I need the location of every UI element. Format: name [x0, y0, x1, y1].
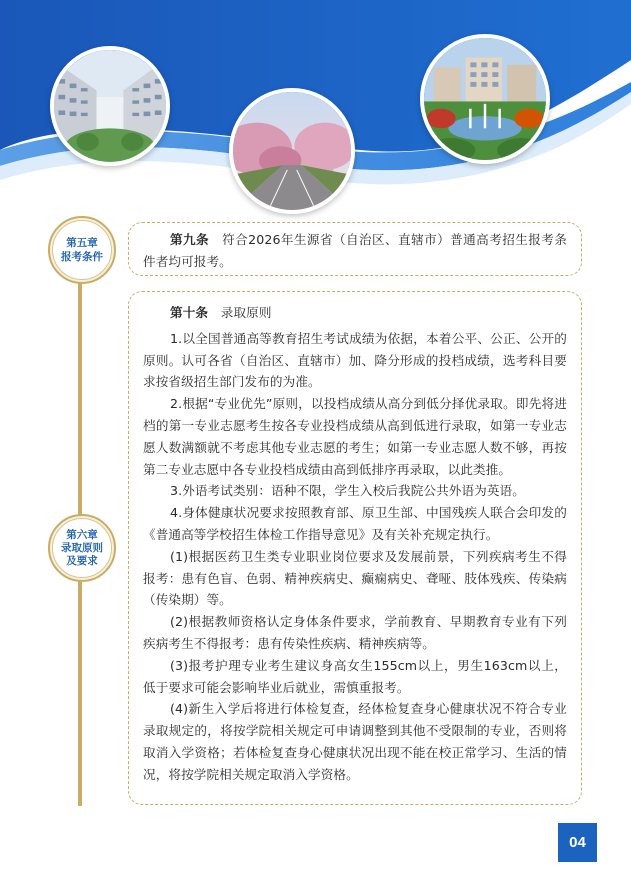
chapter-6-title-line1: 录取原则 — [61, 541, 103, 554]
chapter-badge-6 — [48, 514, 116, 582]
article-9-title: 第九条 — [170, 232, 210, 247]
campus-photo-buildings — [50, 46, 170, 166]
article-10-paragraph: (1)根据医药卫生类专业职业岗位要求及发展前景，下列疾病考生不得报考：患有色盲、色弱、精神疾病史、癫痫病史、聋哑、肢体残疾、传染病（传染期）等。 — [143, 548, 567, 608]
article-10-paragraph: 1.以全国普通高等教育招生考试成绩为依据，本着公平、公正、公开的原则。认可各省（自治区、直辖市）加、降分形成的投档成绩，选考科目要求按省级招生部门发布的为准。 — [143, 330, 567, 390]
article-10-subtitle: 录取原则 — [208, 305, 272, 320]
article-9-box — [128, 222, 582, 276]
article-10-heading — [143, 302, 567, 324]
article-10-paragraph: (4)新生入学后将进行体检复查，经体检复查身心健康状况不符合专业录取规定的，将按学院相关规定可申请调整到其他不受限制的专业，否则将取消入学资格；若体检复查身心健康状况出现不能在校正常学习、生活的情况，将按学院相关规定取消入学资格。 — [143, 701, 567, 782]
page-number: 04 — [569, 834, 586, 851]
chapter-5-title: 报考条件 — [61, 251, 103, 263]
campus-photo-avenue — [229, 88, 355, 214]
chapter-5-number: 第五章 — [66, 237, 98, 249]
article-10-box — [128, 291, 582, 805]
chapter-badge-5 — [48, 216, 116, 284]
chapter-6-title-line2: 及要求 — [66, 554, 98, 567]
article-10-title: 第十条 — [170, 305, 209, 320]
campus-photo-plaza — [420, 34, 550, 164]
chapter-badge-5-inner — [52, 220, 112, 280]
article-10-paragraph: 3.外语考试类别：语种不限，学生入校后我院公共外语为英语。 — [170, 483, 525, 499]
page-number-box — [558, 823, 597, 862]
article-10-paragraph: 4.身体健康状况要求按照教育部、原卫生部、中国残疾人联合会印发的《普通高等学校招生体检工作指导意见》及有关补充规定执行。 — [143, 505, 567, 542]
article-9-body: 符合2026年生源省（自治区、直辖市）普通高考招生报考条件者均可报考。 — [143, 232, 567, 269]
article-10-paragraph: (2)根据教师资格认定身体条件要求，学前教育、早期教育专业有下列疾病考生不得报考：患有传染性疾病、精神疾病等。 — [143, 614, 567, 651]
article-10-paragraph: (3)报考护理专业考生建议身高女生155cm以上，男生163cm以上，低于要求可能会影响毕业后就业，需慎重报考。 — [143, 657, 567, 695]
article-10-paragraph: 2.根据“专业优先”原则，以投档成绩从高分到低分择优录取。即先将进档的第一专业志愿考生按各专业投档成绩从高到低进行录取，如第一专业志愿人数满额就不考虑其他专业志愿的考生；如第一专业志愿人数不够，再按第二专业志愿中各专业投档成绩由高到低排序再录取，以此类推。 — [143, 396, 567, 477]
chapter-badge-6-inner — [52, 518, 112, 578]
article-9-text — [143, 229, 567, 273]
chapter-6-number: 第六章 — [66, 528, 98, 541]
